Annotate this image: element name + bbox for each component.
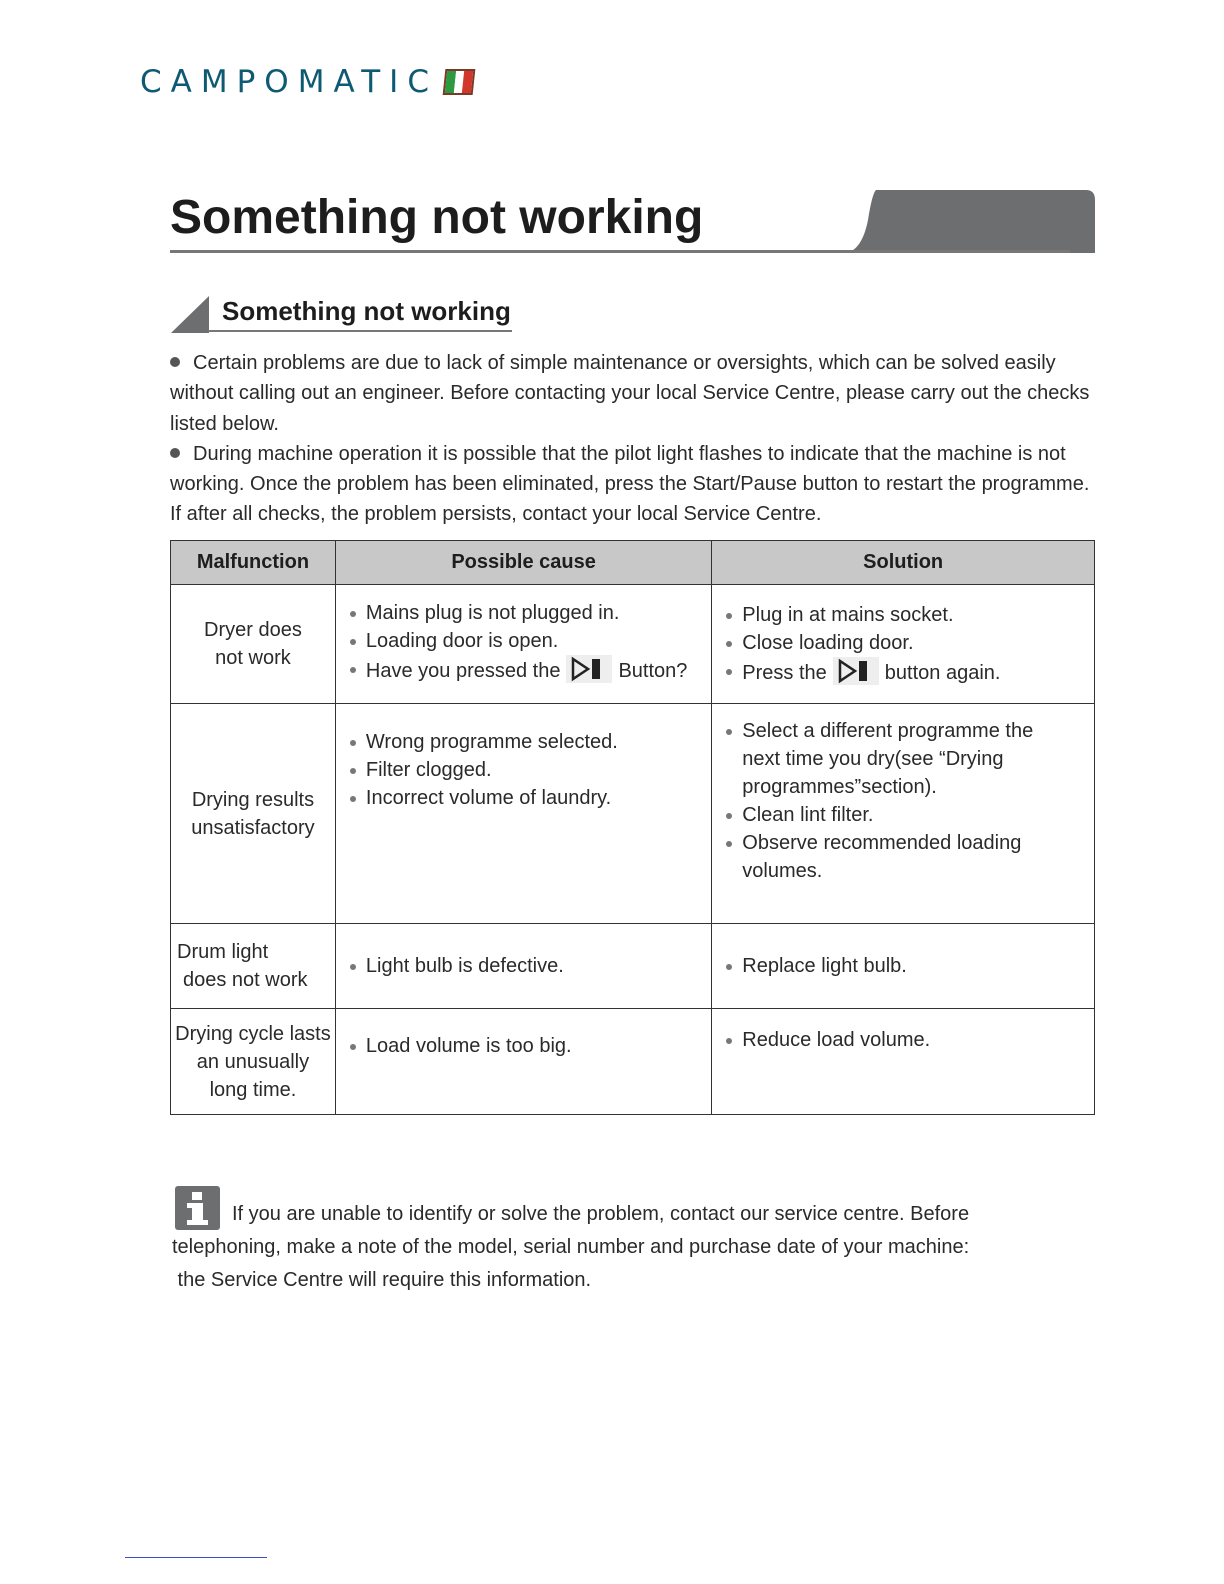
troubleshooting-table: [170, 540, 1095, 1115]
header-possible-cause: Possible cause: [335, 541, 711, 585]
table-row: [171, 704, 1095, 924]
solution-cell: [712, 704, 1095, 924]
malfunction-line: unsatisfactory: [191, 816, 315, 839]
malfunction-line: long time.: [209, 1078, 297, 1101]
malfunction-line: an unusually: [196, 1050, 310, 1073]
list-item: Load volume is too big.: [350, 1032, 711, 1060]
list-item: Reduce load volume.: [726, 1026, 1094, 1054]
malfunction-line: Drying results: [191, 788, 315, 811]
malfunction-line: Drum light: [177, 941, 269, 963]
service-note: [172, 1198, 1052, 1297]
list-item: Incorrect volume of laundry.: [350, 784, 711, 812]
section-triangle-icon: [171, 296, 209, 334]
list-item: Clean lint filter.: [726, 801, 1094, 829]
malfunction-line: does not work: [183, 969, 308, 991]
solution-text: button again.: [884, 662, 1001, 684]
header-tab-decoration: [846, 190, 1096, 256]
cause-cell: [335, 924, 711, 1009]
list-item: Filter clogged.: [350, 756, 711, 784]
list-item: Light bulb is defective.: [350, 952, 711, 980]
footer-divider: [125, 1557, 267, 1558]
note-line: the Service Centre will require this information.: [172, 1269, 592, 1291]
solution-cell: [712, 1009, 1095, 1115]
header-malfunction: Malfunction: [171, 541, 336, 585]
list-item: Select a different programme the next time you dry(see “Drying programmes”section).: [726, 717, 1094, 801]
campomatic-logo: [140, 64, 474, 100]
solution-cell: [712, 585, 1095, 704]
list-item: Wrong programme selected.: [350, 728, 711, 756]
note-line: telephoning, make a note of the model, serial number and purchase date of your machine:: [172, 1236, 970, 1258]
list-item: Replace light bulb.: [726, 952, 1094, 980]
malfunction-line: not work: [215, 647, 291, 669]
list-item: Observe recommended loading volumes.: [726, 829, 1094, 885]
title-underline: [170, 250, 1070, 253]
malfunction-cell: [171, 704, 336, 924]
logo-text: CAMPOMATIC: [140, 64, 438, 100]
malfunction-line: Dryer does: [204, 619, 302, 641]
start-pause-icon: [566, 655, 612, 683]
intro-paragraph-1: Certain problems are due to lack of simple maintenance or oversights, which can be solved easily without calling out an engineer. Before contacting your local Service Centre, please carry out the checks listed below.: [170, 352, 1090, 435]
list-item: Close loading door.: [726, 629, 1094, 657]
malfunction-cell: [171, 924, 336, 1009]
page-title: Something not working: [170, 191, 704, 244]
italian-flag-icon: [443, 69, 476, 95]
intro-paragraph-2: During machine operation it is possible that the pilot light flashes to indicate that the machine is not working. Once the problem has been eliminated, press the Start/Pause button to restart the programme. If after all checks, the problem persists, contact your local Service Centre.: [170, 442, 1090, 526]
section-underline: [208, 330, 512, 332]
list-item: [350, 655, 711, 685]
list-item: Plug in at mains socket.: [726, 601, 1094, 629]
cause-cell: [335, 704, 711, 924]
bullet-icon: [170, 357, 180, 367]
section-title: Something not working: [222, 296, 511, 326]
table-header-row: [171, 541, 1095, 585]
bullet-icon: [170, 448, 180, 458]
note-line: If you are unable to identify or solve the problem, contact our service centre. Before: [232, 1203, 970, 1225]
table-row: [171, 585, 1095, 704]
table-row: [171, 924, 1095, 1009]
cause-text: Button?: [618, 660, 688, 682]
malfunction-cell: [171, 585, 336, 704]
list-item: Loading door is open.: [350, 627, 711, 655]
cause-cell: [335, 585, 711, 704]
cause-cell: [335, 1009, 711, 1115]
malfunction-cell: [171, 1009, 336, 1115]
header-solution: Solution: [712, 541, 1095, 585]
start-pause-icon: [833, 657, 879, 685]
table-row: [171, 1009, 1095, 1115]
cause-text: Have you pressed the: [365, 660, 561, 682]
intro-text: [170, 348, 1100, 530]
list-item: [726, 657, 1094, 687]
solution-text: Press the: [742, 662, 827, 684]
malfunction-line: Drying cycle lasts: [175, 1022, 331, 1045]
solution-cell: [712, 924, 1095, 1009]
list-item: Mains plug is not plugged in.: [350, 599, 711, 627]
